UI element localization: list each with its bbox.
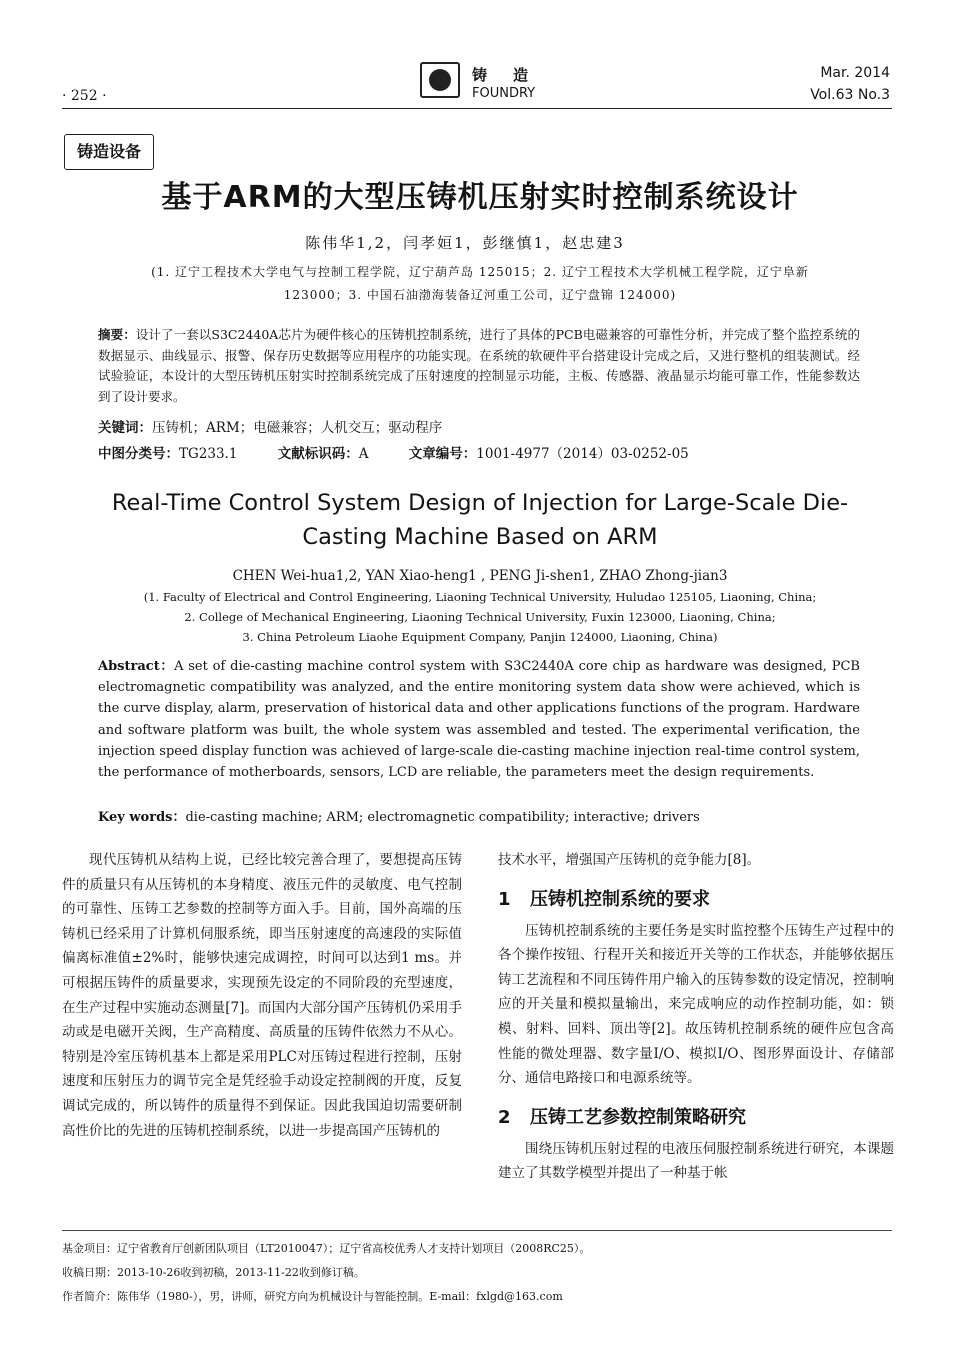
article-number-label: 文章编号： xyxy=(408,446,477,462)
journal-name-en: FOUNDRY xyxy=(472,86,536,101)
doc-code-value: A xyxy=(358,446,369,462)
section-1-title: 压铸机控制系统的要求 xyxy=(530,888,710,910)
journal-name-cn: 铸造 xyxy=(472,66,555,84)
footnotes xyxy=(62,1230,892,1309)
keywords-en-label: Key words： xyxy=(98,810,186,825)
authors-cn: 陈伟华1,2，闫孝姮1，彭继慎1，赵忠建3 xyxy=(305,234,625,252)
section-2-title: 压铸工艺参数控制策略研究 xyxy=(530,1106,746,1128)
article-number-value: 1001-4977（2014）03-0252-05 xyxy=(476,446,689,462)
section-2-heading xyxy=(498,1103,894,1133)
abstract-cn-label: 摘要： xyxy=(98,327,136,342)
keywords-cn-text: 压铸机；ARM；电磁兼容；人机交互；驱动程序 xyxy=(152,420,443,436)
section-1-paragraph: 压铸机控制系统的主要任务是实时监控整个压铸生产过程中的各个操作按钮、行程开关和接近开关等的工作状态，并能够依据压铸工艺流程和不同压铸件用户输入的压铸参数的设定情况，控制响应的开关量和模拟量输出，来完成响应的动作控制功能，如：锁模、射料、回料、顶出等[2]。故压铸机控制系统的硬件应包含高性能的微处理器、数字量I/O、模拟I/O、图形界面设计、存储部分、通信电路接口和电源系统等。 xyxy=(498,922,894,1087)
authors-en: CHEN Wei-hua1,2, YAN Xiao-heng1 , PENG Ji-shen1, ZHAO Zhong-jian3 xyxy=(232,568,728,584)
abstract-cn-text: 设计了一套以S3C2440A芯片为硬件核心的压铸机控制系统，进行了具体的PCB电磁兼容的可靠性分析，并完成了整个监控系统的数据显示、曲线显示、报警、保存历史数据等应用程序的功能实现。在系统的软硬件平台搭建设计完成之后，又进行整机的组装测试。经试验验证，本设计的大型压铸机压射实时控制系统完成了压射速度的控制显示功能，主板、传感器、液晶显示均能可靠工作，性能参数达到了设计要求。 xyxy=(98,327,860,404)
journal-logo-icon xyxy=(420,62,460,98)
keywords-en xyxy=(98,806,700,825)
affiliation-en-2: 2. College of Mechanical Engineering, Liaoning Technical University, Fuxin 123000, Liaoning, China; xyxy=(184,610,776,624)
abstract-en-label: Abstract： xyxy=(98,659,175,674)
title-cn: 基于ARM的大型压铸机压射实时控制系统设计 xyxy=(161,180,799,215)
abstract-en xyxy=(98,656,860,783)
doc-code-label: 文献标识码： xyxy=(277,446,359,462)
affiliations-en xyxy=(80,587,880,647)
body-left-column xyxy=(62,848,462,1143)
intro-paragraph: 现代压铸机从结构上说，已经比较完善合理了，要想提高压铸件的质量只有从压铸机的本身精度、液压元件的灵敏度、电气控制的可靠性、压铸工艺参数的控制等方面入手。目前，国外高端的压铸机已经采用了计算机伺服系统，即当压射速度的高速段的实际值偏离标准值±2%时，能够快速完成调控，时间可以达到1 ms。并可根据压铸件的质量要求，实现预先设定的不同阶段的充型速度，在生产过程中实施动态测量[7]。而国内大部分国产压铸机仍采用手动或是电磁开关阀，生产高精度、高质量的压铸件依然力不从心。特别是冷室压铸机基本上都是采用PLC对压铸过程进行控制，压射速度和压射压力的调节完全是凭经验手动设定控制阀的开度，反复调试完成的，所以铸件的质量得不到保证。因此我国迫切需要研制高性价比的先进的压铸机控制系统，以进一步提高国产压铸机的 xyxy=(62,852,462,1139)
clc-value: TG233.1 xyxy=(179,446,238,462)
section-1-heading xyxy=(498,885,894,915)
clc-label: 中图分类号： xyxy=(98,446,179,462)
category-badge: 铸造设备 xyxy=(64,134,154,170)
issue-date: Mar. 2014 xyxy=(820,65,890,81)
journal-header xyxy=(420,62,620,106)
page-number: · 252 · xyxy=(62,88,107,104)
keywords-cn xyxy=(98,416,442,436)
keywords-cn-label: 关键词： xyxy=(98,420,152,436)
footnote-fund: 基金项目：辽宁省教育厅创新团队项目（LT2010047）；辽宁省高校优秀人才支持计划项目（2008RC25）。 xyxy=(62,1242,591,1255)
intro-continuation: 技术水平，增强国产压铸机的竞争能力[8]。 xyxy=(498,852,761,868)
header-rule xyxy=(62,108,892,109)
abstract-en-text: A set of die-casting machine control system with S3C2440A core chip as hardware was designed, PCB electromagnetic compatibility was analyzed, and the entire monitoring system data show were achieved, which is the curve display, alarm, preservation of historical data and other applications functions of the program. Hardware and software platform was built, the whole system was assembled and tested. The experimental verification, the injection speed display function was achieved of large-scale die-casting machine injection real-time control system, the performance of motherboards, sensors, LCD are reliable, the parameters meet the design requirements. xyxy=(98,659,860,781)
issue-info xyxy=(810,62,890,106)
issue-volume: Vol.63 No.3 xyxy=(810,87,890,103)
abstract-cn xyxy=(98,325,860,407)
section-2-number: 2 xyxy=(498,1106,511,1128)
title-en: Real-Time Control System Design of Injection for Large-Scale Die-Casting Machine Based on ARM xyxy=(111,490,849,550)
keywords-en-text: die-casting machine; ARM; electromagnetic compatibility; interactive; drivers xyxy=(185,810,700,825)
body-right-column xyxy=(498,848,894,1186)
section-1-number: 1 xyxy=(498,888,511,910)
classification-line xyxy=(98,442,689,462)
affiliation-en-1: (1. Faculty of Electrical and Control Engineering, Liaoning Technical University, Huludao 125105, Liaoning, China; xyxy=(143,590,817,604)
affiliations-cn: (1. 辽宁工程技术大学电气与控制工程学院，辽宁葫芦岛 125015；2. 辽宁工程技术大学机械工程学院，辽宁阜新 123000；3. 中国石油渤海装备辽河重工公司，辽宁盘锦 124000) xyxy=(151,265,809,302)
section-2-paragraph: 围绕压铸机压射过程的电液压伺服控制系统进行研究，本课题建立了其数学模型并提出了一种基于帐 xyxy=(498,1140,894,1182)
footnote-author: 作者简介：陈伟华（1980-），男，讲师，研究方向为机械设计与智能控制。E-mail：fxlgd@163.com xyxy=(62,1290,563,1303)
footnote-received: 收稿日期：2013-10-26收到初稿，2013-11-22收到修订稿。 xyxy=(62,1266,365,1279)
affiliation-en-3: 3. China Petroleum Liaohe Equipment Company, Panjin 124000, Liaoning, China) xyxy=(242,630,718,644)
